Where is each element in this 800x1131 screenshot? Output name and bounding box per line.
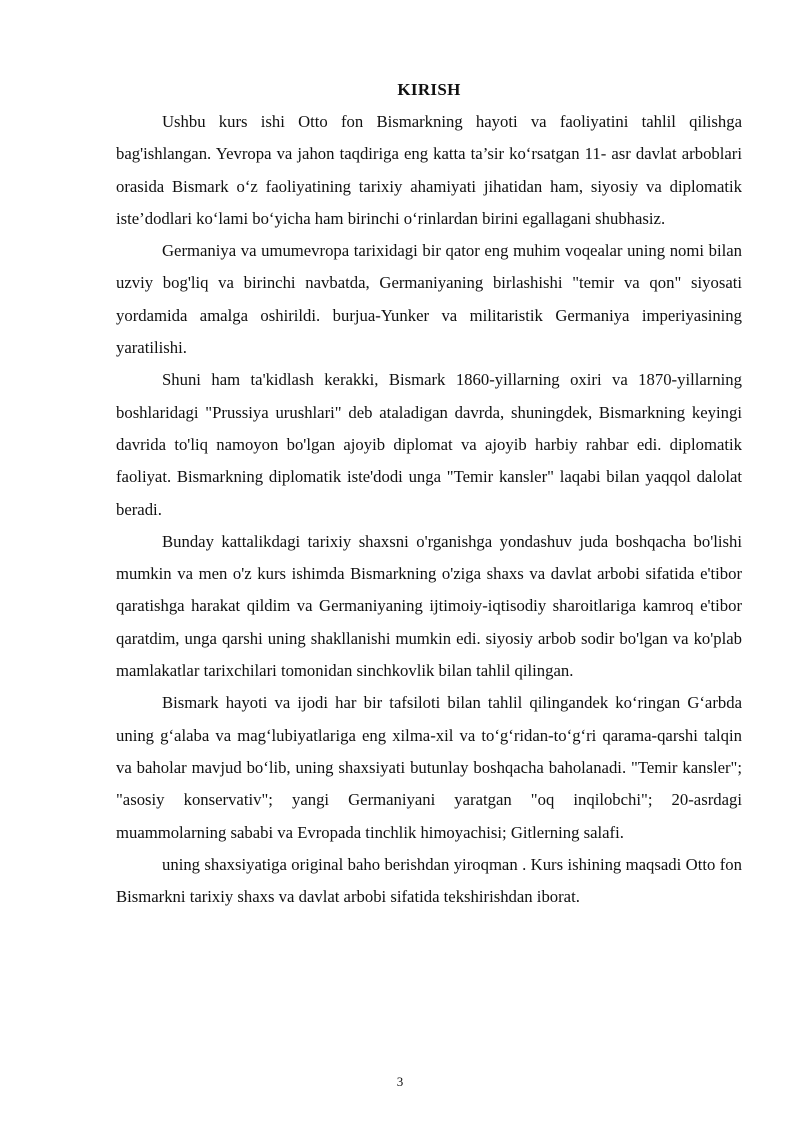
- paragraph-1: Ushbu kurs ishi Otto fon Bismarkning hayoti va faoliyatini tahlil qilishga bag'ishlangan. Yevropa va jahon taqdiriga eng katta ta’sir ko‘rsatgan 11- asr davlat arboblari orasida Bismark o‘z faoliyatining tarixiy ahamiyati jihatidan ham, siyosiy va diplomatik iste’dodlari ko‘lami bo‘yicha ham birinchi o‘rinlardan birini egallagani shubhasiz.: [116, 112, 742, 228]
- paragraph-4: Bunday kattalikdagi tarixiy shaxsni o'rganishga yondashuv juda boshqacha bo'lishi mumkin va men o'z kurs ishimda Bismarkning o'ziga shaxs va davlat arbobi sifatida e'tibor qaratishga harakat qildim va Germaniyaning ijtimoiy-iqtisodiy sharoitlariga kamroq e'tibor qaratdim, unga qarshi uning shakllanishi mumkin edi. siyosiy arbob sodir bo'lgan va ko'plab mamlakatlar tarixchilari tomonidan sinchkovlik bilan tahlil qilingan.: [116, 531, 742, 681]
- section-title: KIRISH: [397, 80, 461, 99]
- paragraph-2: Germaniya va umumevropa tarixidagi bir qator eng muhim voqealar uning nomi bilan uzviy bog'liq va birinchi navbatda, Germaniyaning birlashishi "temir va qon" siyosati yordamida amalga oshirildi. burjua-Yunker va militaristik Germaniya imperiyasining yaratilishi.: [116, 241, 742, 358]
- document-page: [116, 74, 742, 913]
- paragraph-6: uning shaxsiyatiga original baho berishdan yiroqman . Kurs ishining maqsadi Otto fon Bismarkni tarixiy shaxs va davlat arbobi sifatida tekshirishdan iborat.: [116, 854, 742, 907]
- page-number: 3: [396, 1074, 404, 1089]
- paragraph-3: Shuni ham ta'kidlash kerakki, Bismark 1860-yillarning oxiri va 1870-yillarning boshlaridagi "Prussiya urushlari" deb ataladigan davrda, shuningdek, Bismarkning keyingi davrida to'liq namoyon bo'lgan ajoyib diplomat va ajoyib harbiy rahbar edi. diplomatik faoliyat. Bismarkning diplomatik iste'dodi unga "Temir kansler" laqabi bilan yaqqol dalolat beradi.: [116, 370, 742, 519]
- paragraph-5: Bismark hayoti va ijodi har bir tafsiloti bilan tahlil qilingandek ko‘ringan G‘arbda uning g‘alaba va mag‘lubiyatlariga eng xilma-xil va to‘g‘ridan-to‘g‘ri qarama-qarshi talqin va baholar mavjud bo‘lib, uning shaxsiyati butunlay boshqacha baholanadi. "Temir kansler"; "asosiy konservativ"; yangi Germaniyani yaratgan "oq inqilobchi"; 20-asrdagi muammolarning sababi va Evropada tinchlik himoyachisi; Gitlerning salafi.: [116, 693, 742, 842]
